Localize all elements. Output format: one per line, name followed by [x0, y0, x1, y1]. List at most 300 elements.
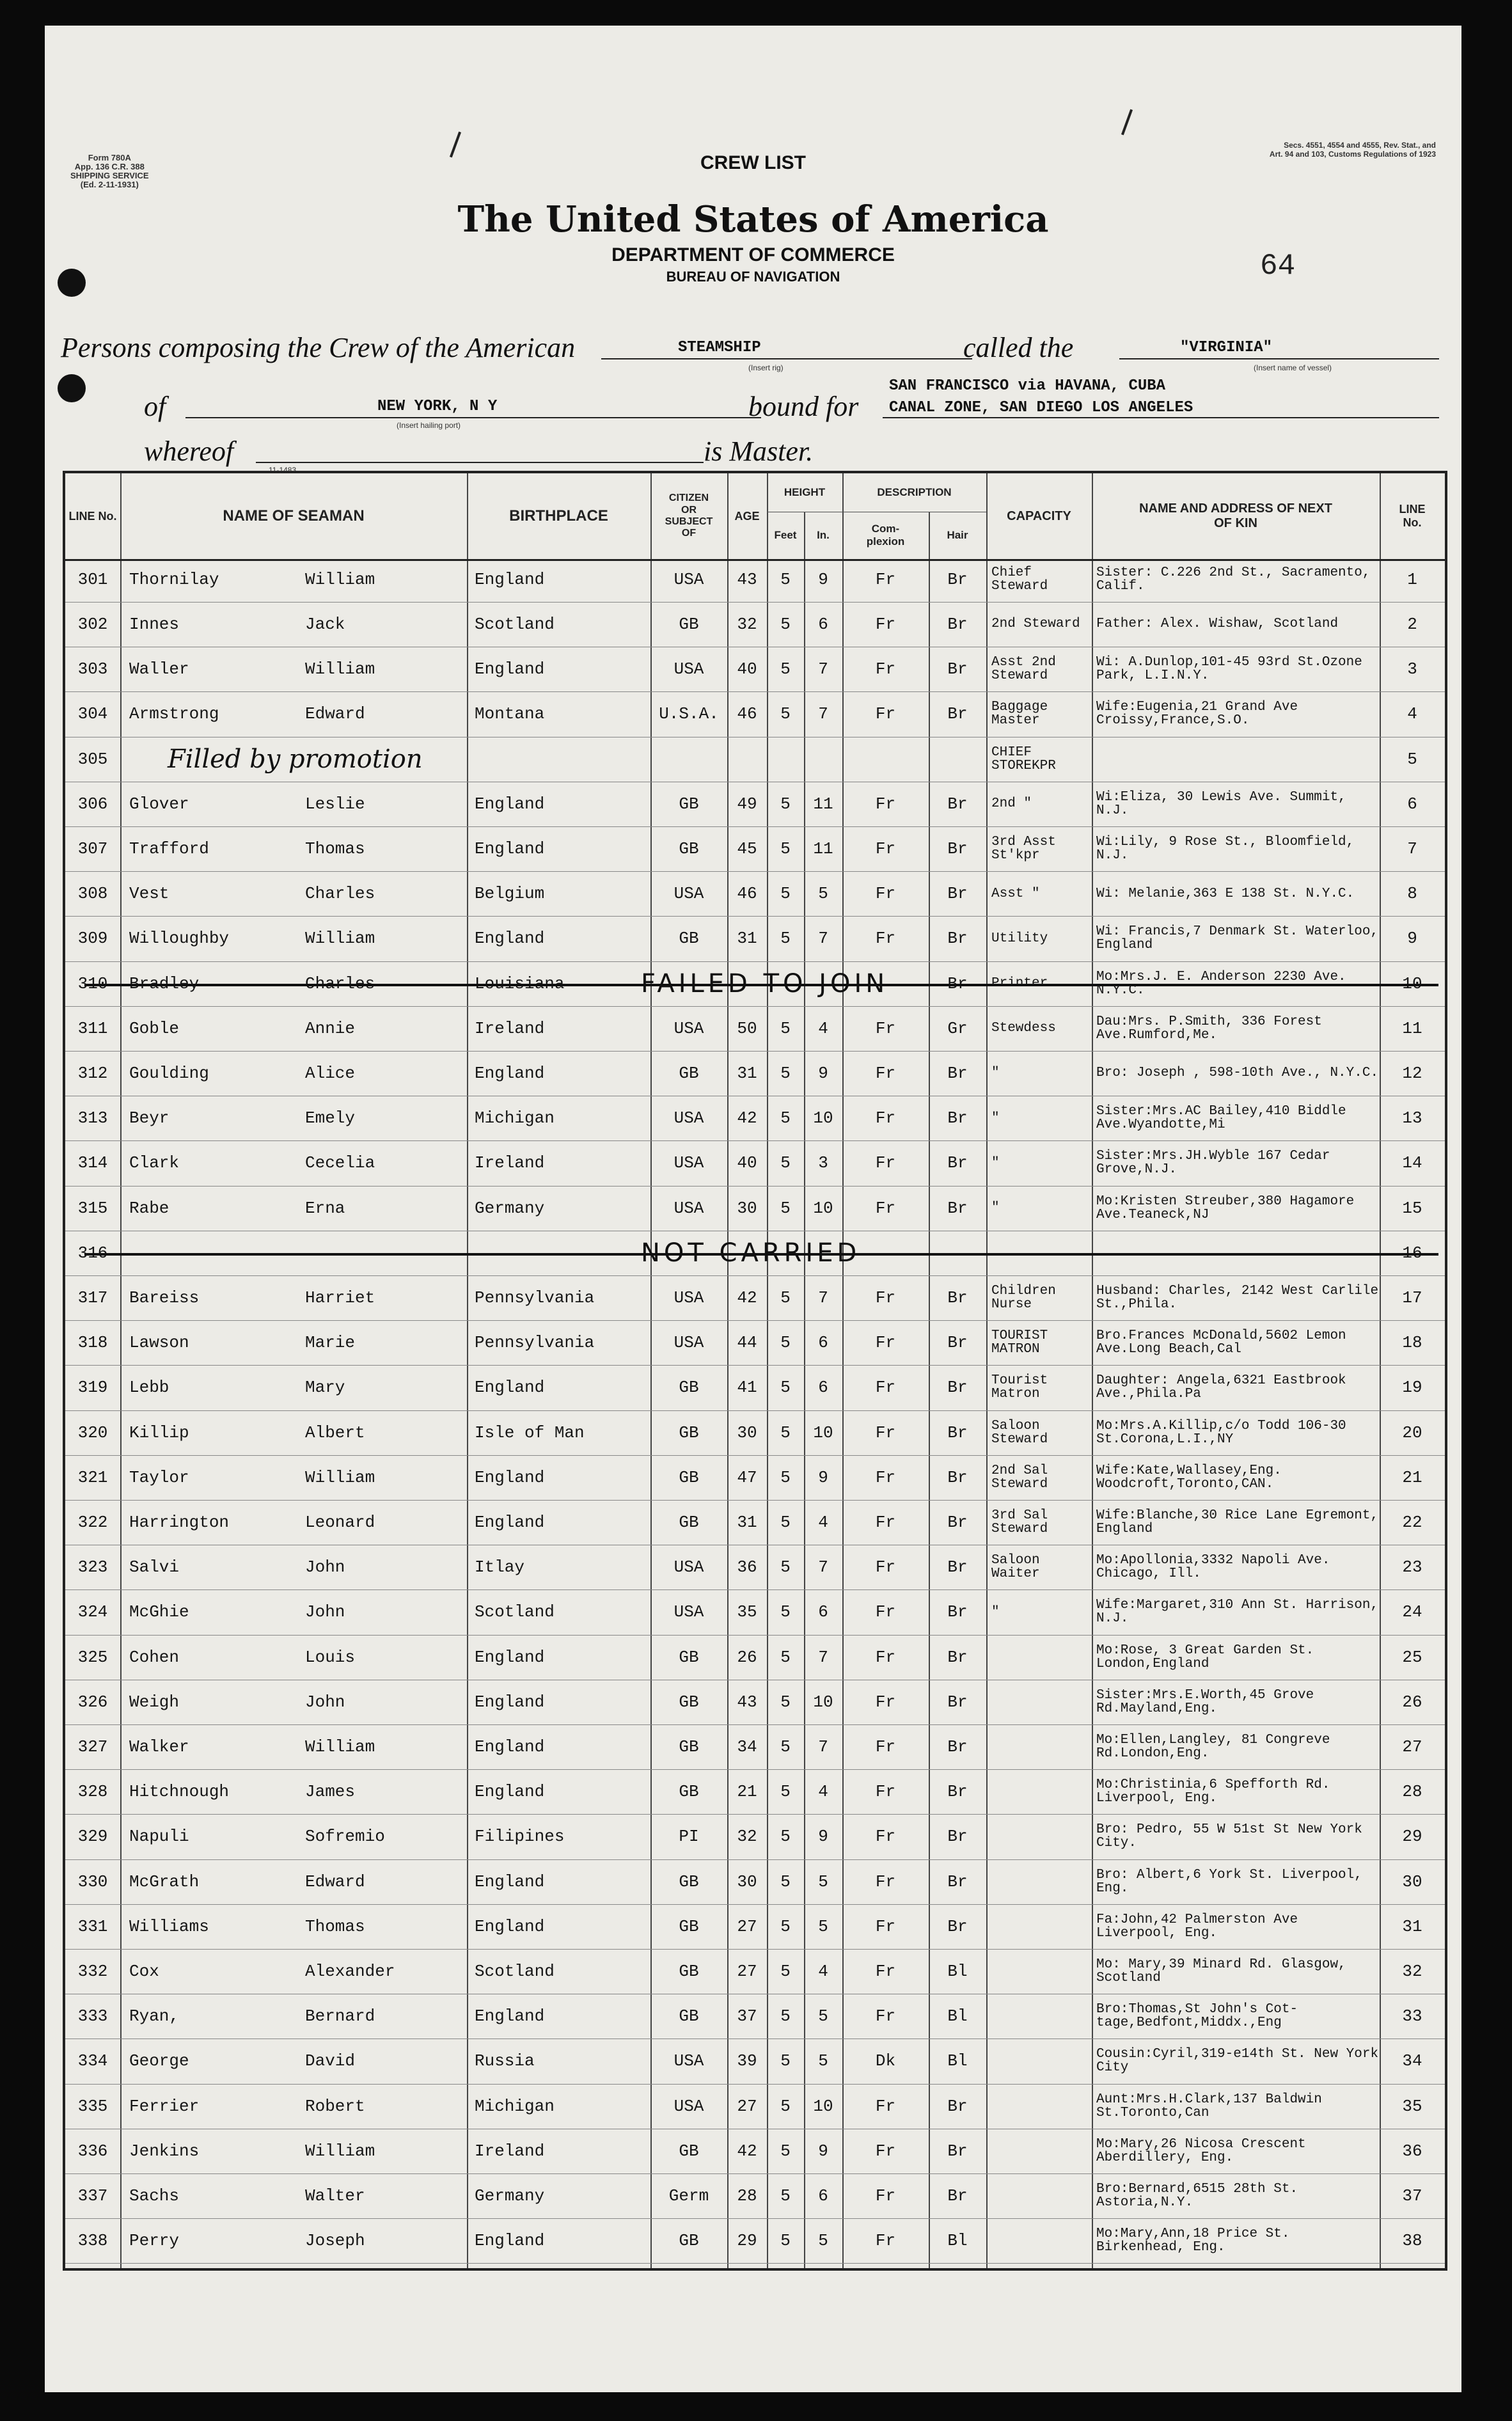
- height-feet-cell: 5: [780, 1872, 791, 1891]
- given-name-cell: Erna: [305, 1198, 345, 1218]
- birthplace-cell: Montana: [475, 704, 545, 724]
- line-number-cell: 306: [77, 794, 108, 814]
- column-line-no-right: LINE No.: [1399, 503, 1426, 529]
- given-name-cell: William: [305, 2141, 375, 2161]
- citizenship-cell: GB: [679, 1423, 699, 1442]
- height-feet-cell: 5: [780, 1827, 791, 1847]
- line-number-cell: 326: [77, 1692, 108, 1712]
- given-name-cell: Emely: [305, 1108, 356, 1128]
- column-complexion: Com- plexion: [866, 523, 905, 548]
- capacity-cell: 2nd ": [991, 796, 1032, 812]
- age-cell: 46: [737, 704, 757, 724]
- age-cell: 30: [737, 1872, 757, 1891]
- surname-cell: Clark: [129, 1153, 180, 1173]
- height-feet-cell: 5: [780, 1198, 791, 1218]
- height-feet-cell: 5: [780, 1557, 791, 1577]
- height-feet-cell: 5: [780, 1692, 791, 1712]
- surname-cell: Goulding: [129, 1063, 209, 1083]
- surname-cell: Beyr: [129, 1108, 169, 1128]
- age-cell: 42: [737, 2141, 757, 2161]
- next-of-kin-cell: Mo:Mary,26 Nicosa Crescent Aberdillery, Eng.: [1096, 2136, 1306, 2165]
- line-number-right-cell: 38: [1402, 2231, 1422, 2251]
- given-name-cell: Bernard: [305, 2007, 375, 2026]
- birthplace-cell: England: [475, 1647, 545, 1667]
- surname-cell: Cohen: [129, 1647, 180, 1667]
- height-feet-cell: 5: [780, 1961, 791, 1981]
- birthplace-cell: Pennsylvania: [475, 1333, 595, 1353]
- height-inches-cell: 5: [818, 2007, 828, 2026]
- line-number-right-cell: 25: [1402, 1647, 1422, 1667]
- height-inches-cell: 6: [818, 1378, 828, 1398]
- complexion-cell: Fr: [875, 1512, 896, 1532]
- birthplace-cell: Filipines: [475, 1827, 565, 1847]
- next-of-kin-cell: Wife:Blanche,30 Rice Lane Egremont, England: [1096, 1508, 1379, 1536]
- birthplace-cell: Michigan: [475, 1108, 555, 1128]
- age-cell: 31: [737, 1063, 757, 1083]
- destination-line: [883, 416, 1439, 418]
- age-cell: 30: [737, 1198, 757, 1218]
- hair-color-cell: Br: [947, 569, 968, 589]
- statute-line: Art. 94 and 103, Customs Regulations of 1923: [1269, 150, 1436, 159]
- next-of-kin-cell: Mo:Christinia,6 Spefforth Rd. Liverpool, Eng.: [1096, 1778, 1330, 1806]
- column-inches: In.: [817, 529, 830, 542]
- given-name-cell: Harriet: [305, 1288, 375, 1307]
- capacity-cell: Saloon Steward: [991, 1418, 1048, 1447]
- given-name-cell: Thomas: [305, 1916, 365, 1936]
- table-row: [65, 1008, 1445, 1049]
- given-name-cell: William: [305, 1467, 375, 1487]
- birthplace-cell: England: [475, 1782, 545, 1802]
- age-cell: 31: [737, 929, 757, 949]
- table-row: [65, 694, 1445, 735]
- line-number-right-cell: 8: [1407, 884, 1417, 904]
- citizenship-cell: USA: [673, 569, 704, 589]
- capacity-cell: Stewdess: [991, 1021, 1056, 1036]
- line-number-right-cell: 29: [1402, 1827, 1422, 1847]
- line-number-right-cell: 22: [1402, 1512, 1422, 1532]
- citizenship-cell: USA: [673, 1108, 704, 1128]
- height-inches-cell: 6: [818, 1333, 828, 1353]
- age-cell: 46: [737, 884, 757, 904]
- table-row: [65, 1457, 1445, 1498]
- next-of-kin-cell: Mo:Rose, 3 Great Garden St. London,England: [1096, 1643, 1314, 1671]
- surname-cell: Trafford: [129, 839, 209, 858]
- line-number-right-cell: 32: [1402, 1961, 1422, 1981]
- age-cell: 39: [737, 2051, 757, 2071]
- table-row: [65, 1771, 1445, 1812]
- nation-title: The United States of America: [457, 198, 1049, 241]
- next-of-kin-cell: Daughter: Angela,6321 Eastbrook Ave.,Phila.Pa: [1096, 1373, 1346, 1402]
- vessel-name-hint: (Insert name of vessel): [1254, 363, 1332, 372]
- height-feet-cell: 5: [780, 1333, 791, 1353]
- surname-cell: Walker: [129, 1737, 189, 1756]
- surname-cell: Killip: [129, 1423, 189, 1442]
- line-number-right-cell: 20: [1402, 1423, 1422, 1442]
- line-number-right-cell: 21: [1402, 1467, 1422, 1487]
- capacity-cell: [991, 2220, 1092, 2261]
- age-cell: 26: [737, 1647, 757, 1667]
- complexion-cell: Fr: [875, 2007, 896, 2026]
- whereof-label: whereof: [144, 436, 234, 467]
- height-feet-cell: 5: [780, 1737, 791, 1756]
- citizenship-cell: GB: [679, 839, 699, 858]
- birthplace-cell: Scotland: [475, 614, 555, 634]
- complexion-cell: Fr: [875, 1782, 896, 1802]
- handwritten-note: FAILED TO JOIN: [641, 968, 889, 998]
- given-name-cell: John: [305, 1692, 345, 1712]
- given-name-cell: Robert: [305, 2096, 365, 2116]
- line-number-cell: 318: [77, 1333, 108, 1353]
- birthplace-cell: Isle of Man: [475, 1423, 585, 1442]
- height-inches-cell: 7: [818, 704, 828, 724]
- surname-cell: Bradley: [129, 974, 200, 993]
- surname-cell: Rabe: [129, 1198, 169, 1218]
- citizenship-cell: GB: [679, 1512, 699, 1532]
- age-cell: 45: [737, 839, 757, 858]
- table-row: [65, 1502, 1445, 1543]
- line-number-cell: 315: [77, 1198, 108, 1218]
- capacity-cell: Utility: [991, 931, 1048, 946]
- capacity-cell: ": [991, 1066, 1000, 1081]
- capacity-cell: [991, 2175, 1092, 2216]
- table-row: [65, 873, 1445, 914]
- capacity-cell: 2nd Steward: [991, 617, 1080, 632]
- citizenship-cell: GB: [679, 1916, 699, 1936]
- citizenship-cell: GB: [679, 1647, 699, 1667]
- citizenship-cell: GB: [679, 1961, 699, 1981]
- line-number-right-cell: 10: [1402, 974, 1422, 993]
- line-number-right-cell: 13: [1402, 1108, 1422, 1128]
- hair-color-cell: Br: [947, 1737, 968, 1756]
- hair-color-cell: Br: [947, 1333, 968, 1353]
- complexion-cell: Fr: [875, 794, 896, 814]
- height-feet-cell: 5: [780, 1108, 791, 1128]
- line-number-cell: 331: [77, 1916, 108, 1936]
- line-number-cell: 327: [77, 1737, 108, 1756]
- line-number-cell: 319: [77, 1378, 108, 1398]
- height-inches-cell: 7: [818, 1647, 828, 1667]
- complexion-cell: Fr: [875, 2096, 896, 2116]
- capacity-cell: CHIEF STOREKPR: [991, 745, 1056, 773]
- capacity-cell: [991, 1951, 1092, 1992]
- hair-color-cell: Br: [947, 1647, 968, 1667]
- birthplace-cell: England: [475, 1378, 545, 1398]
- capacity-cell: [991, 1726, 1092, 1767]
- given-name-cell: Thomas: [305, 839, 365, 858]
- citizenship-cell: USA: [673, 1153, 704, 1173]
- line-number-right-cell: 5: [1407, 749, 1417, 769]
- hair-color-cell: Br: [947, 1153, 968, 1173]
- complexion-cell: Fr: [875, 1916, 896, 1936]
- rig-hint: (Insert rig): [748, 363, 784, 372]
- given-name-cell: John: [305, 1602, 345, 1622]
- citizenship-cell: USA: [673, 2096, 704, 2116]
- next-of-kin-cell: Bro:Thomas,St John's Cot- tage,Bedfont,Middx.,Eng: [1096, 2002, 1298, 2031]
- form-service: SHIPPING SERVICE: [70, 171, 149, 180]
- capacity-cell: [991, 2086, 1092, 2127]
- citizenship-cell: PI: [679, 1827, 699, 1847]
- birthplace-cell: England: [475, 1872, 545, 1891]
- surname-cell: Armstrong: [129, 704, 219, 724]
- capacity-cell: Baggage Master: [991, 700, 1048, 729]
- height-inches-cell: 7: [818, 1737, 828, 1756]
- citizenship-cell: GB: [679, 2231, 699, 2251]
- line-number-cell: 312: [77, 1063, 108, 1083]
- height-inches-cell: 10: [813, 1108, 833, 1128]
- print-code: 11-1483: [269, 466, 297, 475]
- citizenship-cell: GB: [679, 1872, 699, 1891]
- next-of-kin-cell: Bro:Bernard,6515 28th St. Astoria,N.Y.: [1096, 2181, 1298, 2210]
- complexion-cell: Fr: [875, 1018, 896, 1038]
- birthplace-cell: Scotland: [475, 1602, 555, 1622]
- given-name-cell: David: [305, 2051, 356, 2071]
- height-inches-cell: 4: [818, 1782, 828, 1802]
- next-of-kin-cell: Sister: C.226 2nd St., Sacramento, Calif.: [1096, 565, 1371, 594]
- line-number-cell: 316: [77, 1243, 108, 1263]
- height-inches-cell: 6: [818, 614, 828, 634]
- table-row: [65, 963, 1445, 1004]
- height-feet-cell: 5: [780, 2231, 791, 2251]
- complexion-cell: Fr: [875, 884, 896, 904]
- line-number-right-cell: 30: [1402, 1872, 1422, 1891]
- line-number-cell: 324: [77, 1602, 108, 1622]
- capacity-cell: Saloon Waiter: [991, 1553, 1040, 1582]
- persons-label: Persons composing the Crew of the American: [61, 332, 576, 363]
- table-row: [65, 784, 1445, 824]
- height-inches-cell: 10: [813, 2096, 833, 2116]
- height-feet-cell: 5: [780, 1916, 791, 1936]
- vessel-type: STEAMSHIP: [678, 339, 761, 356]
- line-number-right-cell: 37: [1402, 2186, 1422, 2205]
- complexion-cell: Fr: [875, 1198, 896, 1218]
- handwritten-note: NOT CARRIED: [641, 1238, 861, 1268]
- hair-color-cell: Br: [947, 2096, 968, 2116]
- height-feet-cell: 5: [780, 1467, 791, 1487]
- line-number-right-cell: 16: [1402, 1243, 1422, 1263]
- height-feet-cell: 5: [780, 2141, 791, 2161]
- table-row: [65, 1098, 1445, 1139]
- form-number: Form 780A: [88, 153, 131, 162]
- called-label: called the: [963, 332, 1074, 363]
- complexion-cell: Fr: [875, 704, 896, 724]
- given-name-cell: Walter: [305, 2186, 365, 2205]
- given-name-cell: Cecelia: [305, 1153, 375, 1173]
- next-of-kin-cell: Husband: Charles, 2142 West Carlile St.,Phila.: [1096, 1283, 1379, 1312]
- surname-cell: Goble: [129, 1018, 180, 1038]
- hair-color-cell: Bl: [947, 2051, 968, 2071]
- complexion-cell: Fr: [875, 614, 896, 634]
- height-feet-cell: 5: [780, 1288, 791, 1307]
- hair-color-cell: Br: [947, 1872, 968, 1891]
- complexion-cell: Fr: [875, 1961, 896, 1981]
- line-number-cell: 314: [77, 1153, 108, 1173]
- table-row: [65, 739, 1445, 780]
- given-name-cell: Alexander: [305, 1961, 395, 1981]
- surname-cell: Weigh: [129, 1692, 180, 1712]
- height-inches-cell: 4: [818, 1512, 828, 1532]
- given-name-cell: William: [305, 1737, 375, 1756]
- age-cell: 50: [737, 1018, 757, 1038]
- line-number-cell: 317: [77, 1288, 108, 1307]
- column-feet: Feet: [774, 529, 797, 542]
- table-row: [65, 1143, 1445, 1184]
- given-name-cell: Leonard: [305, 1512, 375, 1532]
- hair-color-cell: Br: [947, 794, 968, 814]
- height-inches-cell: 9: [818, 1063, 828, 1083]
- hair-color-cell: Br: [947, 1692, 968, 1712]
- height-inches-cell: 4: [818, 1018, 828, 1038]
- height-feet-cell: 5: [780, 884, 791, 904]
- height-inches-cell: 11: [813, 794, 833, 814]
- birthplace-cell: England: [475, 2007, 545, 2026]
- surname-cell: Thornilay: [129, 569, 219, 589]
- hair-color-cell: Br: [947, 974, 968, 993]
- department-title: DEPARTMENT OF COMMERCE: [611, 244, 895, 265]
- hair-color-cell: Bl: [947, 1961, 968, 1981]
- height-feet-cell: 5: [780, 569, 791, 589]
- of-label: of: [144, 391, 166, 422]
- table-row: [65, 1906, 1445, 1947]
- line-number-right-cell: 28: [1402, 1782, 1422, 1802]
- line-number-cell: 322: [77, 1512, 108, 1532]
- birthplace-cell: Scotland: [475, 1961, 555, 1981]
- next-of-kin-cell: Mo: Mary,39 Minard Rd. Glasgow, Scotland: [1096, 1957, 1346, 1985]
- table-row: [65, 1861, 1445, 1902]
- age-cell: 21: [737, 1782, 757, 1802]
- table-row: [65, 2175, 1445, 2216]
- line-number-right-cell: 17: [1402, 1288, 1422, 1307]
- birthplace-cell: Ireland: [475, 1153, 545, 1173]
- line-number-cell: 335: [77, 2096, 108, 2116]
- height-inches-cell: 6: [818, 1602, 828, 1622]
- next-of-kin-cell: Sister:Mrs.JH.Wyble 167 Cedar Grove,N.J.: [1096, 1149, 1330, 1178]
- age-cell: 32: [737, 1827, 757, 1847]
- height-feet-cell: 5: [780, 1063, 791, 1083]
- hair-color-cell: Bl: [947, 2007, 968, 2026]
- citizenship-cell: USA: [673, 1018, 704, 1038]
- line-number-cell: 304: [77, 704, 108, 724]
- birthplace-cell: Ireland: [475, 2141, 545, 2161]
- hair-color-cell: Br: [947, 659, 968, 679]
- table-row: [65, 1682, 1445, 1723]
- next-of-kin-cell: Cousin:Cyril,319-e14th St. New York City: [1096, 2047, 1379, 2076]
- given-name-cell: Jack: [305, 614, 345, 634]
- line-number-right-cell: 1: [1407, 569, 1417, 589]
- age-cell: 27: [737, 2096, 757, 2116]
- surname-cell: Bareiss: [129, 1288, 200, 1307]
- citizenship-cell: GB: [679, 794, 699, 814]
- height-feet-cell: 5: [780, 1018, 791, 1038]
- table-row: [65, 1322, 1445, 1363]
- height-inches-cell: 5: [818, 1872, 828, 1891]
- citizenship-cell: GB: [679, 929, 699, 949]
- bound-label: bound for: [748, 391, 859, 422]
- surname-cell: George: [129, 2051, 189, 2071]
- hair-color-cell: Bl: [947, 2231, 968, 2251]
- table-row: [65, 828, 1445, 869]
- table-row: [65, 649, 1445, 690]
- height-feet-cell: 5: [780, 839, 791, 858]
- line-number-cell: 330: [77, 1872, 108, 1891]
- line-number-right-cell: 12: [1402, 1063, 1422, 1083]
- given-name-cell: William: [305, 929, 375, 949]
- birthplace-cell: Itlay: [475, 1557, 525, 1577]
- capacity-cell: [991, 2041, 1092, 2082]
- column-citizen: CITIZEN OR SUBJECT OF: [665, 493, 713, 539]
- table-row: [65, 1233, 1445, 1274]
- capacity-cell: [991, 1861, 1092, 1902]
- capacity-cell: 3rd Asst St'kpr: [991, 834, 1056, 863]
- citizenship-cell: GB: [679, 1737, 699, 1756]
- hair-color-cell: Br: [947, 1557, 968, 1577]
- hair-color-cell: Br: [947, 614, 968, 634]
- hair-color-cell: Br: [947, 884, 968, 904]
- height-feet-cell: 5: [780, 2051, 791, 2071]
- next-of-kin-cell: Wi:Eliza, 30 Lewis Ave. Summit, N.J.: [1096, 789, 1346, 818]
- hair-color-cell: Br: [947, 839, 968, 858]
- line-number-right-cell: 6: [1407, 794, 1417, 814]
- complexion-cell: Fr: [875, 1423, 896, 1442]
- line-number-cell: 320: [77, 1423, 108, 1442]
- age-cell: 43: [737, 569, 757, 589]
- complexion-cell: Fr: [875, 1108, 896, 1128]
- age-cell: 29: [737, 2231, 757, 2251]
- next-of-kin-cell: Wife:Margaret,310 Ann St. Harrison, N.J.: [1096, 1598, 1379, 1627]
- complexion-cell: Fr: [875, 1333, 896, 1353]
- age-cell: 44: [737, 1333, 757, 1353]
- table-row: [65, 1996, 1445, 2037]
- given-name-cell: William: [305, 659, 375, 679]
- next-of-kin-cell: Sister:Mrs.E.Worth,45 Grove Rd.Mayland,Eng.: [1096, 1687, 1314, 1716]
- capacity-cell: [991, 2131, 1092, 2172]
- age-cell: 27: [737, 1916, 757, 1936]
- citizenship-cell: GB: [679, 1782, 699, 1802]
- line-number-cell: 329: [77, 1827, 108, 1847]
- capacity-cell: ": [991, 1155, 1000, 1171]
- capacity-cell: [991, 1906, 1092, 1947]
- document-title: CREW LIST: [700, 152, 806, 173]
- given-name-cell: Alice: [305, 1063, 356, 1083]
- surname-cell: Vest: [129, 884, 169, 904]
- table-row: [65, 2086, 1445, 2127]
- age-cell: 35: [737, 1602, 757, 1622]
- line-number-right-cell: 23: [1402, 1557, 1422, 1577]
- line-number-cell: 338: [77, 2231, 108, 2251]
- birthplace-cell: England: [475, 569, 545, 589]
- height-inches-cell: 6: [818, 2186, 828, 2205]
- next-of-kin-cell: Mo:Mrs.J. E. Anderson 2230 Ave. N.Y.C.: [1096, 969, 1346, 998]
- birthplace-cell: England: [475, 1063, 545, 1083]
- next-of-kin-cell: Wi:Lily, 9 Rose St., Bloomfield, N.J.: [1096, 834, 1355, 863]
- citizenship-cell: U.S.A.: [659, 704, 719, 724]
- next-of-kin-cell: Mo:Kristen Streuber,380 Hagamore Ave.Teaneck,NJ: [1096, 1194, 1355, 1222]
- height-feet-cell: 5: [780, 1153, 791, 1173]
- next-of-kin-cell: Mo:Apollonia,3332 Napoli Ave. Chicago, Ill.: [1096, 1553, 1330, 1582]
- height-inches-cell: 5: [818, 884, 828, 904]
- surname-cell: Willoughby: [129, 929, 230, 949]
- capacity-cell: Tourist Matron: [991, 1373, 1048, 1402]
- capacity-cell: Printer: [991, 976, 1048, 991]
- table-row: [65, 1368, 1445, 1408]
- birthplace-cell: England: [475, 1737, 545, 1756]
- height-feet-cell: 5: [780, 1647, 791, 1667]
- height-inches-cell: 9: [818, 2141, 828, 2161]
- height-inches-cell: 5: [818, 2231, 828, 2251]
- surname-cell: Lawson: [129, 1333, 189, 1353]
- line-number-right-cell: 36: [1402, 2141, 1422, 2161]
- birthplace-cell: Germany: [475, 2186, 545, 2205]
- citizenship-cell: USA: [673, 1288, 704, 1307]
